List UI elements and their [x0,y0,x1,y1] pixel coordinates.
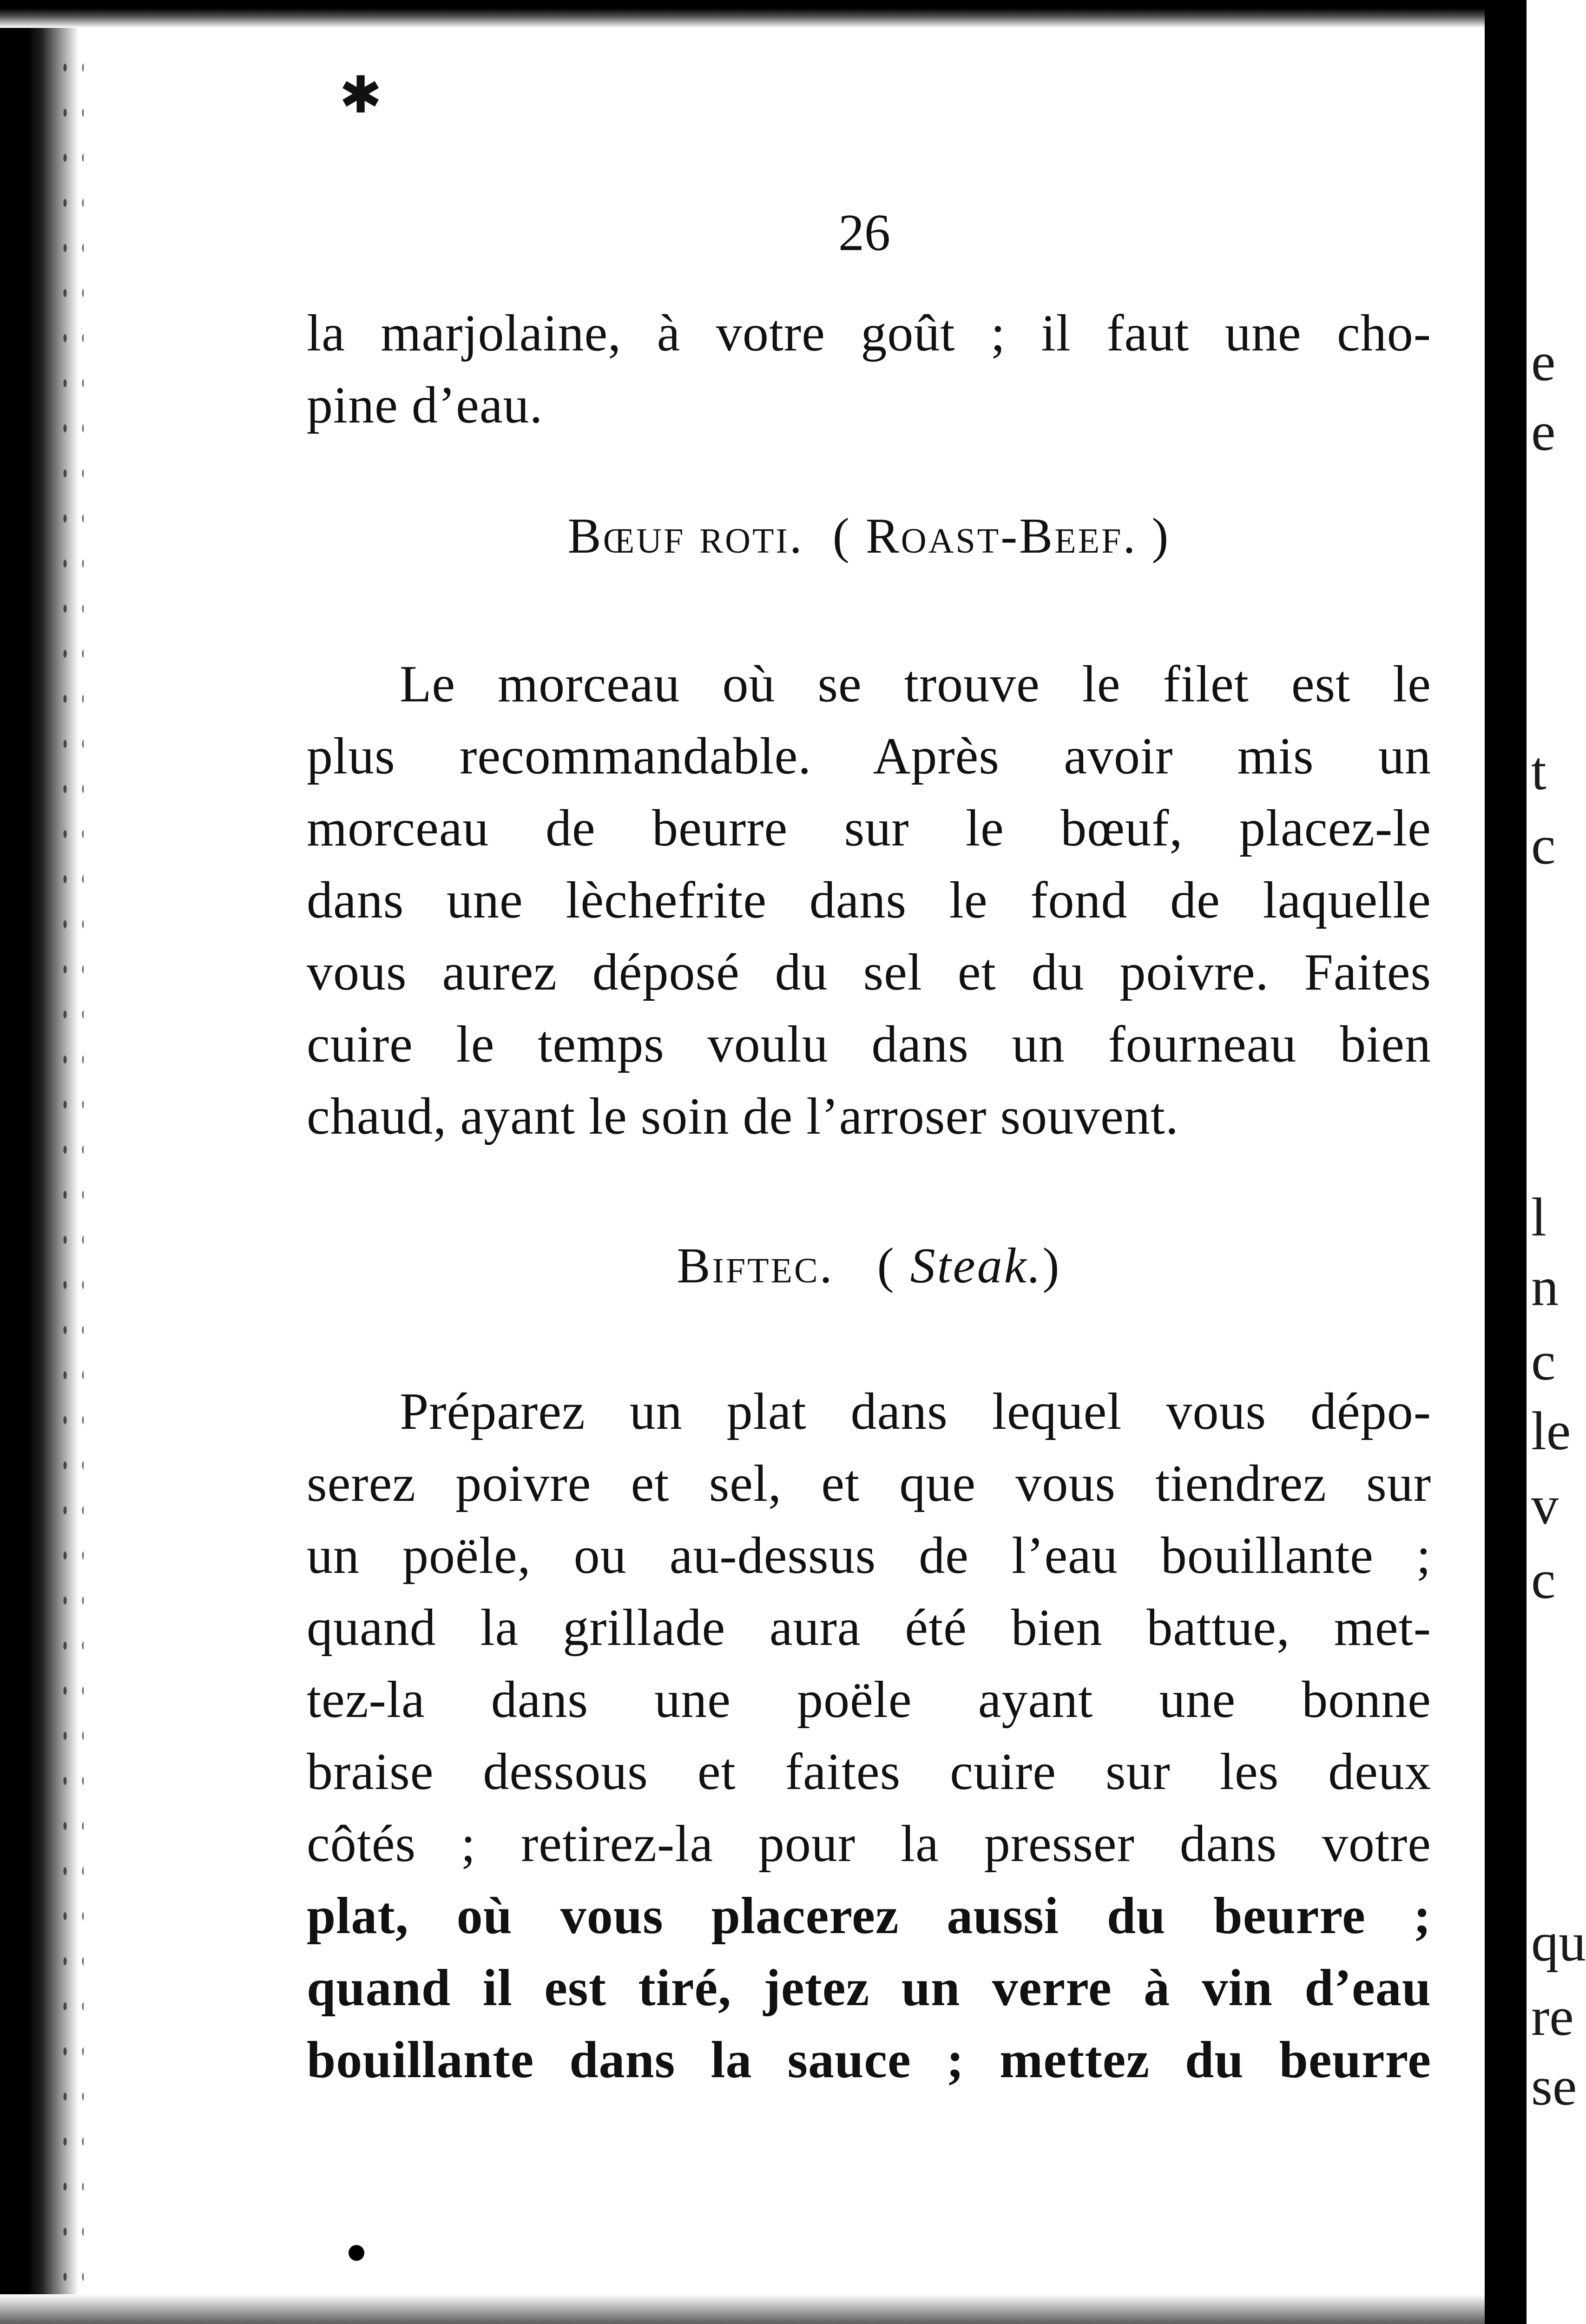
text-line: plat, où vous placerez aussi du beurre ; [307,1887,1431,1945]
heading-paren-close: ) [1042,1238,1061,1294]
heading-title: Bœuf roti. [567,508,804,564]
bottom-page-edge [0,2294,1565,2324]
text-line: morceau de beurre sur le bœuf, placez-le [307,799,1431,857]
text-line: pine d’eau. [307,376,543,434]
ink-mark: ✱ [339,67,382,124]
text-line: la marjolaine, à votre goût ; il faut une cho- [307,304,1431,362]
ink-dot [349,2245,364,2261]
facing-letter: e [1531,401,1556,462]
facing-letter: c [1531,1331,1556,1392]
facing-letter: qu [1531,1912,1586,1973]
text-line: chaud, ayant le soin de l’arroser souvent. [307,1088,1179,1145]
section-heading-steak [307,1238,1431,1294]
heading-paren-close: ) [1152,508,1171,564]
book-spine [1485,0,1527,2324]
section-heading-roast-beef [307,508,1431,564]
text-line: Le morceau où se trouve le filet est le [400,655,1431,713]
text-line: vous aurez déposé du sel et du poivre. Faites [307,944,1431,1001]
text-line: Préparez un plat dans lequel vous dépo- [400,1383,1431,1440]
steak-paragraph [307,1376,1431,2096]
heading-title: Biftec. [677,1238,834,1294]
facing-letter: se [1531,2056,1577,2117]
facing-letter: c [1531,815,1556,876]
text-line: tez-la dans une poële ayant une bonne [307,1671,1431,1729]
text-line: braise dessous et faites cuire sur les deux [307,1743,1431,1801]
roast-beef-paragraph [307,648,1431,1153]
page-number: 26 [838,204,890,262]
heading-paren-open: ( [832,508,851,564]
facing-letter: v [1531,1475,1559,1536]
facing-letter: c [1531,1549,1556,1610]
text-line: quand la grillade aura été bien battue, met- [307,1599,1431,1657]
left-edge-specks [56,0,84,2324]
text-line: dans une lèchefrite dans le fond de laquelle [307,872,1431,929]
text-line: quand il est tiré, jetez un verre à vin d’eau [307,1959,1431,2017]
text-line: un poële, ou au-dessus de l’eau bouillante ; [307,1527,1431,1585]
facing-letter: l [1531,1187,1547,1248]
facing-letter: t [1531,740,1547,801]
text-line: cuire le temps voulu dans un fourneau bien [307,1016,1431,1073]
heading-subtitle: Steak. [910,1238,1043,1294]
text-line: plus recommandable. Après avoir mis un [307,727,1431,785]
continuation-paragraph [307,297,1431,442]
heading-subtitle: Roast-Beef. [865,508,1138,564]
facing-letter: n [1531,1256,1559,1317]
text-line: côtés ; retirez-la pour la presser dans votre [307,1815,1431,1873]
text-line: serez poivre et sel, et que vous tiendrez sur [307,1455,1431,1512]
facing-letter: le [1531,1400,1571,1461]
text-line: bouillante dans la sauce ; mettez du beurre [307,2031,1431,2089]
top-page-edge [0,0,1565,28]
facing-page-letters [1531,0,1586,2324]
facing-letter: re [1531,1986,1574,2047]
heading-paren-open: ( [877,1238,896,1294]
facing-letter: e [1531,331,1556,392]
